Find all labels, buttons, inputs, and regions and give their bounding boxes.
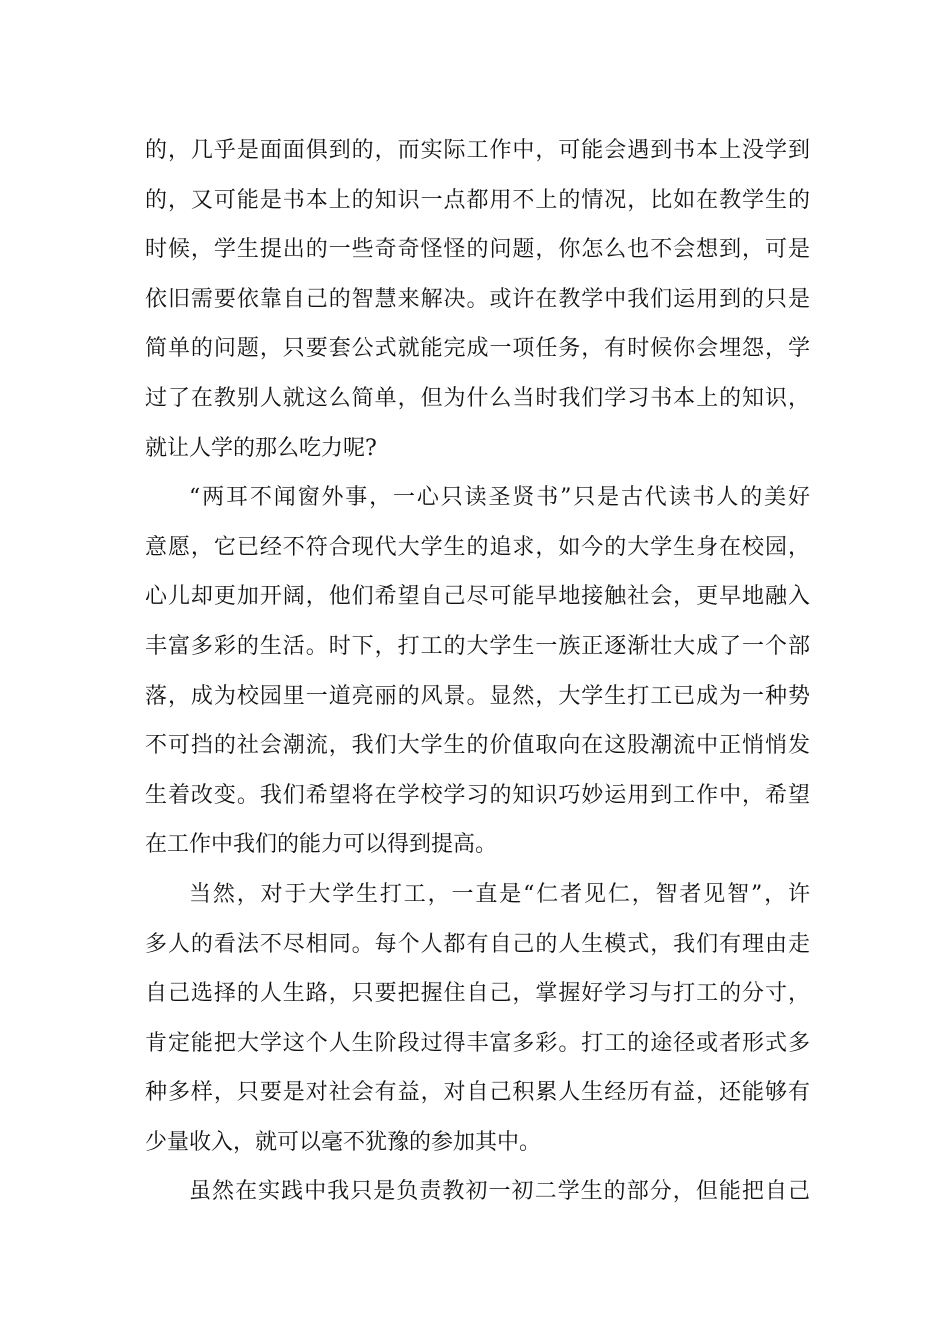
text-line: 时候，学生提出的一些奇奇怪怪的问题，你怎么也不会想到，可是 [145,237,810,263]
text-line: 心儿却更加开阔，他们希望自己尽可能早地接触社会，更早地融入 [145,584,810,610]
text-line: 种多样，只要是对社会有益，对自己积累人生经历有益，还能够有 [145,1080,810,1106]
text-line: 简单的问题，只要套公式就能完成一项任务，有时候你会埋怨，学 [145,336,810,362]
text-line: 丰富多彩的生活。时下，打工的大学生一族正逐渐壮大成了一个部 [145,633,810,659]
document-body [145,126,810,1217]
text-line: 意愿，它已经不符合现代大学生的追求，如今的大学生身在校园， [145,534,810,560]
text-line: 的，几乎是面面俱到的，而实际工作中，可能会遇到书本上没学到 [145,138,810,163]
text-line: 落，成为校园里一道亮丽的风景。显然，大学生打工已成为一种势 [145,683,810,709]
text-line: 多人的看法不尽相同。每个人都有自己的人生模式，我们有理由走 [145,931,810,957]
text-line: 在工作中我们的能力可以得到提高。 [145,832,498,858]
text-line: 自己选择的人生路，只要把握住自己，掌握好学习与打工的分寸， [145,981,810,1007]
text-line: 少量收入，就可以毫不犹豫的参加其中。 [145,1129,542,1155]
text-line: 肯定能把大学这个人生阶段过得丰富多彩。打工的途径或者形式多 [145,1030,810,1056]
text-line: 就让人学的那么吃力呢? [145,435,377,461]
text-line: 生着改变。我们希望将在学校学习的知识巧妙运用到工作中，希望 [145,782,810,808]
text-line: 的，又可能是书本上的知识一点都用不上的情况，比如在教学生的 [145,187,810,213]
text-line: 不可挡的社会潮流，我们大学生的价值取向在这股潮流中正悄悄发 [145,733,810,759]
text-line: 虽然在实践中我只是负责教初一初二学生的部分，但能把自己 [189,1179,810,1205]
text-line: 当然，对于大学生打工，一直是“仁者见仁，智者见智”，许 [189,881,810,907]
text-line: 过了在教别人就这么简单，但为什么当时我们学习书本上的知识， [145,385,810,411]
text-line: “两耳不闻窗外事，一心只读圣贤书”只是古代读书人的美好 [189,485,810,511]
text-line: 依旧需要依靠自己的智慧来解决。或许在教学中我们运用到的只是 [145,286,810,312]
